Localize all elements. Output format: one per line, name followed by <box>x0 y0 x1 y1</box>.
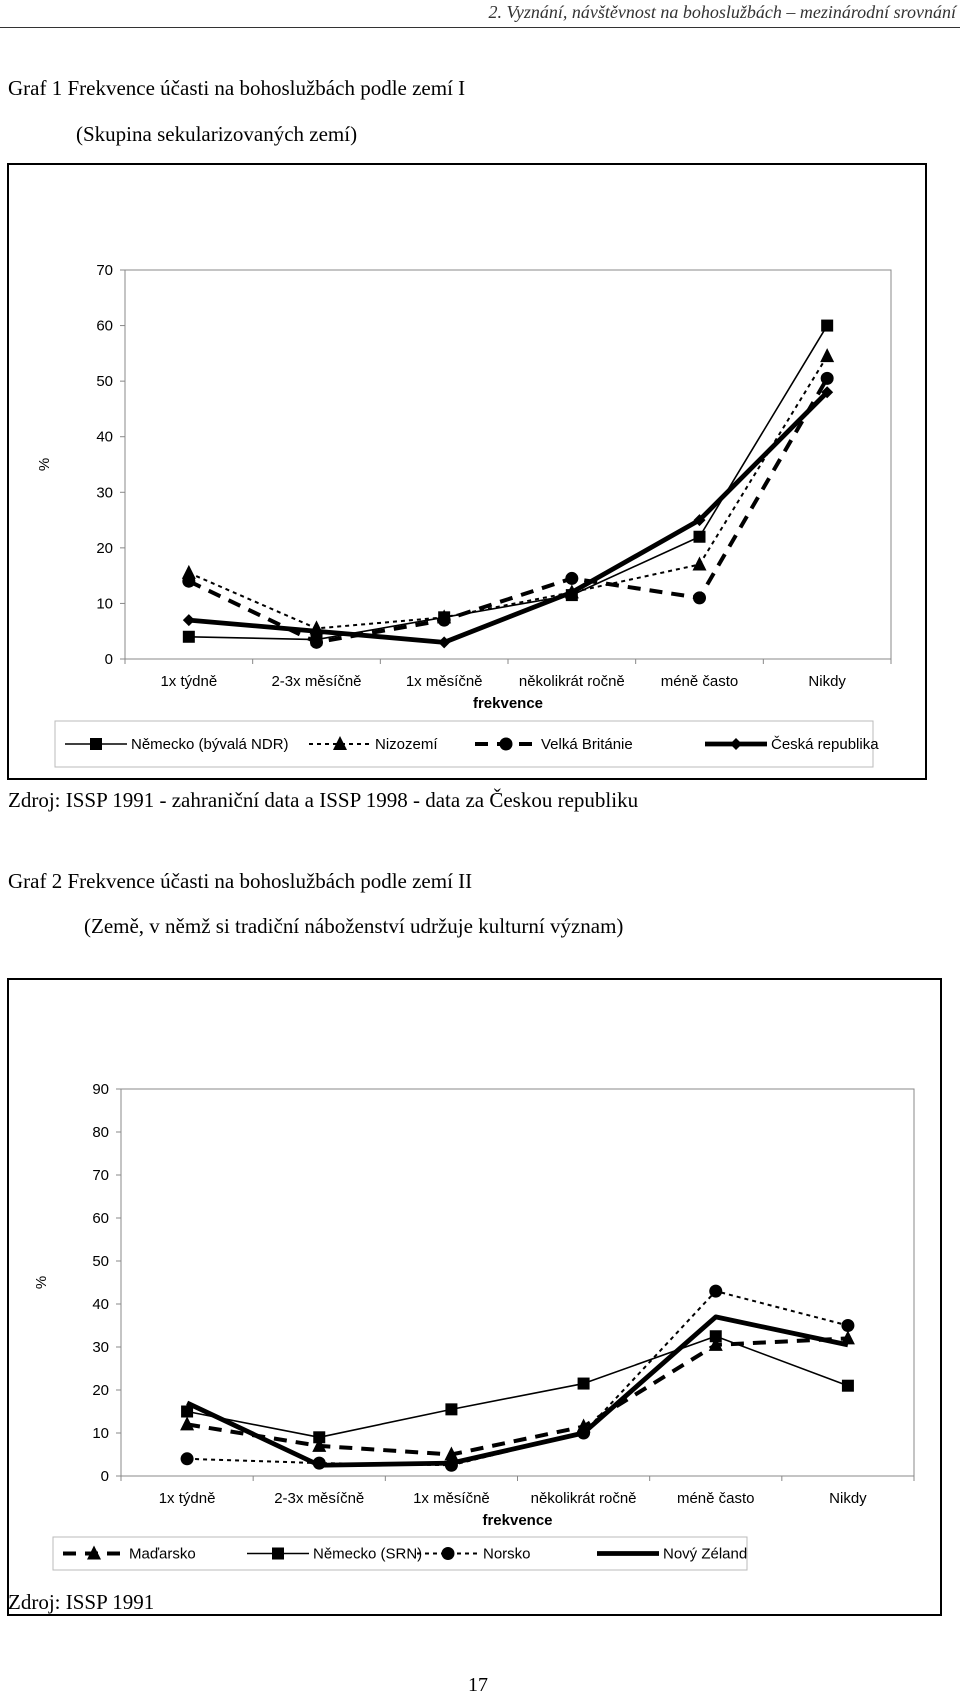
x-tick-label: 1x týdně <box>158 1490 216 1507</box>
data-point <box>821 320 833 332</box>
data-point <box>694 531 706 543</box>
chart-2 <box>9 980 940 1614</box>
x-tick-label: několikrát ročně <box>530 1490 637 1507</box>
data-point <box>445 1403 457 1415</box>
data-point <box>182 575 195 588</box>
y-tick-label: 50 <box>96 373 113 391</box>
legend-label: Norsko <box>483 1545 531 1563</box>
figure-2-subcaption: (Země, v němž si tradiční náboženství udržuje kulturní význam) <box>84 914 624 938</box>
running-header: 2. Vyznání, návštěvnost na bohoslužbách – mezinárodní srovnání <box>488 2 956 22</box>
data-point <box>183 631 195 643</box>
y-tick-label: 40 <box>92 1296 109 1313</box>
data-point <box>565 572 578 585</box>
legend-label: Česká republika <box>771 736 879 753</box>
y-tick-label: 70 <box>96 262 113 279</box>
y-tick-label: 0 <box>100 1468 109 1485</box>
x-tick-label: 2-3x měsíčně <box>274 1490 365 1507</box>
chart-1-frame <box>7 163 927 780</box>
y-tick-label: 30 <box>96 484 113 502</box>
data-point <box>693 591 706 604</box>
figure-1-caption: Graf 1 Frekvence účasti na bohoslužbách podle zemí I <box>8 76 466 100</box>
data-point <box>693 557 707 571</box>
y-tick-label: 10 <box>92 1425 109 1442</box>
data-point <box>578 1378 590 1390</box>
data-point <box>183 614 195 626</box>
y-axis-title: % <box>36 457 53 472</box>
series-line <box>189 378 827 642</box>
x-tick-label: 1x měsíčně <box>413 1490 490 1507</box>
chart-1 <box>9 165 925 778</box>
data-point <box>709 1285 722 1298</box>
header-rule <box>0 27 960 28</box>
x-tick-label: několikrát ročně <box>518 673 625 690</box>
data-point <box>842 1380 854 1392</box>
legend-marker <box>90 738 102 750</box>
x-tick-label: Nikdy <box>829 1490 867 1507</box>
y-tick-label: 0 <box>104 651 113 668</box>
series-line <box>187 1317 848 1465</box>
legend-label: Německo (SRN) <box>313 1545 423 1563</box>
series-line <box>187 1336 848 1437</box>
data-point <box>820 348 834 362</box>
legend-label: Maďarsko <box>129 1545 196 1563</box>
data-point <box>710 1330 722 1342</box>
data-point <box>821 372 834 385</box>
legend-marker <box>272 1548 284 1560</box>
legend-label: Německo (bývalá NDR) <box>131 736 289 753</box>
legend-label: Nizozemí <box>375 736 438 753</box>
legend-label: Nový Zéland <box>663 1545 748 1563</box>
legend-marker <box>500 738 513 751</box>
y-tick-label: 60 <box>92 1210 109 1227</box>
x-tick-label: méně často <box>660 673 739 690</box>
y-tick-label: 90 <box>92 1081 109 1098</box>
y-tick-label: 60 <box>96 317 113 335</box>
figure-2-source: Zdroj: ISSP 1991 <box>8 1590 155 1614</box>
y-tick-label: 20 <box>92 1382 109 1399</box>
x-tick-label: Nikdy <box>808 673 846 690</box>
legend-marker <box>442 1547 455 1560</box>
y-axis-title: % <box>33 1275 50 1290</box>
plot-area <box>121 1089 914 1476</box>
series-line <box>189 326 827 640</box>
x-tick-label: méně často <box>676 1490 755 1507</box>
y-tick-label: 50 <box>92 1253 109 1270</box>
legend-label: Velká Británie <box>541 736 633 753</box>
x-axis-title: frekvence <box>472 695 544 712</box>
y-tick-label: 40 <box>96 428 113 446</box>
y-tick-label: 10 <box>96 595 113 613</box>
y-tick-label: 80 <box>92 1124 109 1141</box>
figure-2-caption: Graf 2 Frekvence účasti na bohoslužbách podle zemí II <box>8 869 473 893</box>
x-tick-label: 2-3x měsíčně <box>271 673 362 690</box>
series-line <box>189 392 827 642</box>
y-tick-label: 20 <box>96 539 113 557</box>
data-point <box>310 636 323 649</box>
y-tick-label: 70 <box>92 1167 109 1184</box>
series-line <box>189 356 827 628</box>
y-tick-label: 30 <box>92 1339 109 1356</box>
page-number: 17 <box>468 1674 488 1696</box>
data-point <box>313 1431 325 1443</box>
x-tick-label: 1x měsíčně <box>405 673 483 690</box>
chart-2-frame <box>7 978 942 1616</box>
data-point <box>841 1319 854 1332</box>
x-axis-title: frekvence <box>482 1512 553 1529</box>
figure-1-subcaption: (Skupina sekularizovaných zemí) <box>76 122 358 146</box>
x-tick-label: 1x týdně <box>160 673 218 690</box>
data-point <box>181 1452 194 1465</box>
figure-1-source: Zdroj: ISSP 1991 - zahraniční data a ISSP 1998 - data za Českou republiku <box>8 788 639 812</box>
data-point <box>438 614 451 627</box>
